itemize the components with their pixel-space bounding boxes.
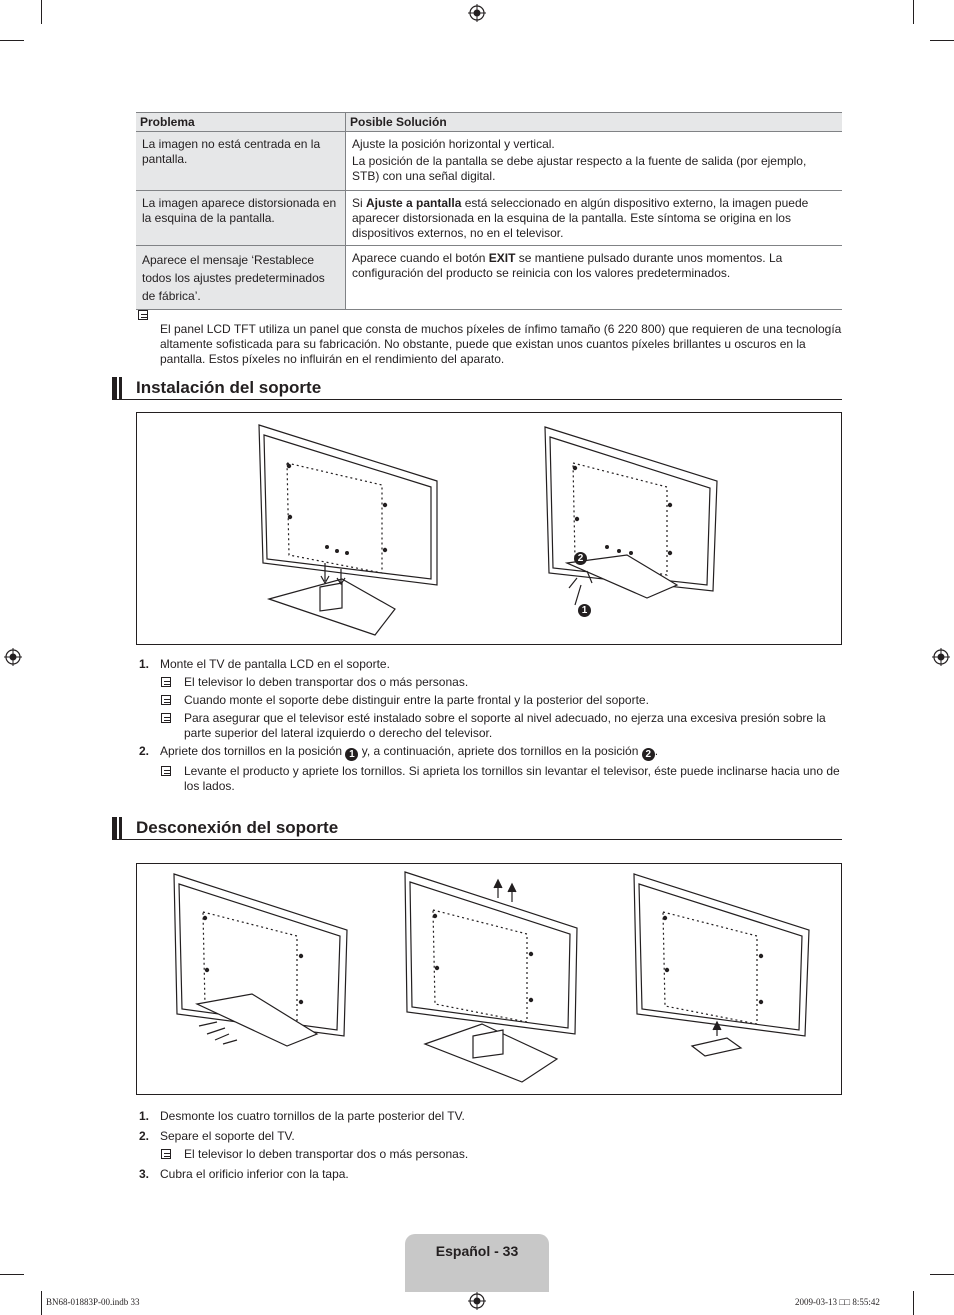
step-text: Cubra el orificio inferior con la tapa. <box>160 1167 349 1181</box>
note-icon <box>161 677 171 687</box>
column-header-problem: Problema <box>136 113 346 132</box>
note-item <box>136 711 842 741</box>
install-figure <box>136 412 842 645</box>
lcd-note <box>136 307 842 367</box>
note-item <box>136 764 842 794</box>
list-item <box>136 657 842 672</box>
solution-keyword: Ajuste a pantalla <box>366 196 462 210</box>
note-icon <box>161 766 171 776</box>
note-item <box>136 693 842 708</box>
troubleshooting-table <box>136 112 842 310</box>
column-header-solution: Posible Solución <box>346 113 843 132</box>
note-text: El televisor lo deben transportar dos o más personas. <box>184 1147 469 1161</box>
step-text: y, a continuación, apriete dos tornillos en la posición <box>358 744 642 758</box>
registration-mark-icon <box>4 648 22 666</box>
solution-text: Ajuste la posición horizontal y vertical. <box>352 137 555 151</box>
problem-cell: La imagen no está centrada en la pantalla. <box>136 132 346 191</box>
page-number-tab <box>405 1234 549 1292</box>
solution-text: Aparece cuando el botón <box>352 251 489 265</box>
list-item <box>136 1167 842 1182</box>
step-number: 2. <box>139 1129 150 1143</box>
solution-cell <box>346 191 843 246</box>
solution-text: está seleccionado en algún dispositivo externo, la imagen puede aparecer distorsionada en la esquina de la pantalla. Este síntoma se origina en los dispositivos externos, no en el televisor. <box>352 196 809 240</box>
position-marker-2: 2 <box>574 552 587 565</box>
solution-cell <box>346 246 843 310</box>
list-item <box>136 1129 842 1144</box>
registration-mark-icon <box>468 1292 486 1310</box>
solution-text: se mantiene pulsado durante unos momentos. La configuración del producto se reinicia con los valores predeterminados. <box>352 251 783 280</box>
step-number: 1. <box>139 657 150 671</box>
position-marker-1: 1 <box>345 748 358 761</box>
install-steps <box>136 657 842 797</box>
remove-figure <box>136 863 842 1095</box>
problem-cell: La imagen aparece distorsionada en la esquina de la pantalla. <box>136 191 346 246</box>
step-number: 2. <box>139 744 150 758</box>
remove-steps <box>136 1109 842 1185</box>
crop-mark <box>913 0 914 24</box>
solution-cell <box>346 132 843 191</box>
note-item <box>136 1147 842 1162</box>
note-icon <box>161 695 171 705</box>
solution-text: La posición de la pantalla se debe ajustar respecto a la fuente de salida (por ejemplo, STB) con una señal digital. <box>352 154 807 183</box>
note-text: Levante el producto y apriete los tornillos. Si aprieta los tornillos sin levantar el televisor, éste puede inclinarse hacia uno de los lados. <box>184 764 840 793</box>
crop-mark <box>41 0 42 24</box>
step-text: Monte el TV de pantalla LCD en el soporte. <box>160 657 390 671</box>
crop-mark <box>0 40 24 41</box>
problem-cell: Aparece el mensaje ‘Restablece todos los ajustes predeterminados de fábrica’. <box>136 246 346 310</box>
print-date-slug: 2009-03-13 □□ 8:55:42 <box>795 1297 880 1307</box>
list-item <box>136 1109 842 1124</box>
crop-mark <box>41 1291 42 1315</box>
section-title-text: Instalación del soporte <box>136 378 322 397</box>
note-icon <box>161 713 171 723</box>
step-text: Apriete dos tornillos en la posición <box>160 744 346 758</box>
section-title-text: Desconexión del soporte <box>136 818 339 837</box>
section-bar <box>112 377 122 399</box>
note-item <box>136 675 842 690</box>
install-illustration <box>137 413 841 644</box>
table-row <box>136 246 842 310</box>
print-file-slug: BN68-01883P-00.indb 33 <box>46 1297 140 1307</box>
registration-mark-icon <box>468 4 486 22</box>
section-title-install <box>112 377 842 400</box>
step-number: 1. <box>139 1109 150 1123</box>
crop-mark <box>930 1274 954 1275</box>
remove-illustration <box>137 864 841 1094</box>
crop-mark <box>930 40 954 41</box>
step-number: 3. <box>139 1167 150 1181</box>
crop-mark <box>0 1274 24 1275</box>
table-header-row <box>136 113 842 132</box>
solution-keyword: EXIT <box>488 251 516 265</box>
section-title-remove <box>112 817 842 840</box>
table-row <box>136 191 842 246</box>
registration-mark-icon <box>932 648 950 666</box>
table-row <box>136 132 842 191</box>
step-text: . <box>654 744 659 758</box>
page-number-label: Español - 33 <box>435 1243 519 1259</box>
crop-mark <box>913 1291 914 1315</box>
step-text: Desmonte los cuatro tornillos de la parte posterior del TV. <box>160 1109 465 1123</box>
note-icon <box>161 1149 171 1159</box>
list-item <box>136 744 842 761</box>
position-marker-1: 1 <box>578 604 591 617</box>
note-text: Cuando monte el soporte debe distinguir entre la parte frontal y la posterior del soporte. <box>184 693 649 707</box>
note-text: El televisor lo deben transportar dos o más personas. <box>184 675 469 689</box>
solution-text: Si <box>352 196 367 210</box>
section-bar <box>112 817 122 839</box>
note-icon <box>138 310 148 320</box>
position-marker-2: 2 <box>642 748 655 761</box>
note-text: Para asegurar que el televisor esté instalado sobre el soporte al nivel adecuado, no ejerza una excesiva presión sobre la parte superior del lateral izquierdo o derecho del televisor. <box>184 711 826 740</box>
step-text: Separe el soporte del TV. <box>160 1129 295 1143</box>
note-text: El panel LCD TFT utiliza un panel que consta de muchos píxeles de ínfimo tamaño (6 220 800) que requieren de una tecnología altamente sofisticada para su fabricación. No obstante, puede que existan unos cuantos píxeles brillantes u oscuros en la pantalla. Estos píxeles no influirán en el rendimiento del aparato. <box>160 322 842 366</box>
